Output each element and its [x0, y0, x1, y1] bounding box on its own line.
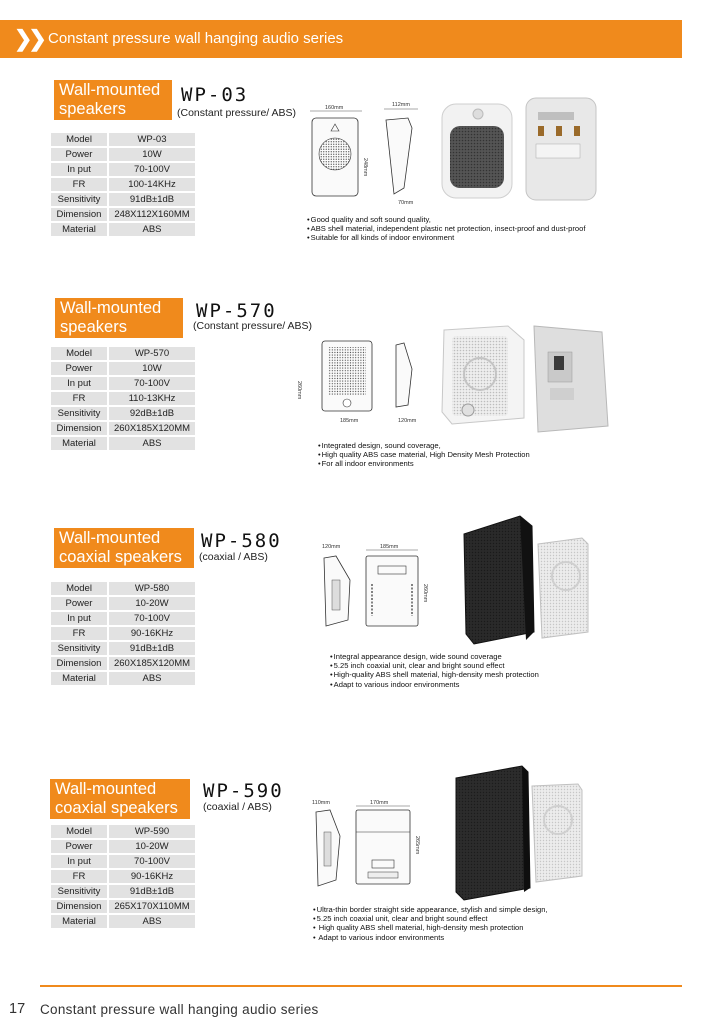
spec-label: In put [51, 377, 107, 390]
spec-value: 90-16KHz [107, 870, 195, 883]
dimension-drawing [316, 540, 436, 636]
model-name: WP-03 [181, 84, 249, 106]
model-subtitle: (Constant pressure/ ABS) [193, 320, 313, 332]
model-subtitle: (coaxial / ABS) [199, 551, 268, 563]
spec-label: Dimension [51, 900, 107, 913]
spec-row [51, 612, 195, 625]
double-chevron-icon: ❯❯ [14, 26, 43, 51]
spec-row [51, 597, 195, 610]
spec-row [51, 422, 195, 435]
spec-value: 248X112X160MM [107, 208, 195, 221]
spec-value: 90-16KHz [107, 627, 195, 640]
spec-label: Model [51, 133, 107, 146]
spec-label: Material [51, 915, 107, 928]
spec-table [51, 131, 195, 238]
model-name: WP-570 [196, 300, 277, 322]
spec-value: 70-100V [107, 855, 195, 868]
spec-label: Model [51, 582, 107, 595]
spec-label: Material [51, 672, 107, 685]
spec-label: Material [51, 223, 107, 236]
spec-label: FR [51, 870, 107, 883]
spec-row [51, 208, 195, 221]
dim-height: 248mm [362, 158, 368, 177]
spec-label: FR [51, 392, 107, 405]
spec-value: 91dB±1dB [107, 642, 195, 655]
spec-value: 260X185X120MM [107, 657, 195, 670]
dim-height: 260mm [296, 381, 302, 400]
header-title: Constant pressure wall hanging audio series [48, 30, 344, 47]
spec-row [51, 627, 195, 640]
dim-depth: 110mm [312, 800, 330, 806]
dim-width: 185mm [380, 544, 399, 550]
dimension-drawing [300, 98, 430, 210]
spec-label: Dimension [51, 422, 107, 435]
product-photo-pair [446, 764, 586, 904]
model-name: WP-590 [203, 780, 284, 802]
spec-label: Material [51, 437, 107, 450]
product-tag: Wall-mounted coaxial speakers [54, 528, 194, 568]
dim-height: 265mm [414, 836, 420, 855]
spec-value: WP-03 [107, 133, 195, 146]
spec-label: Dimension [51, 208, 107, 221]
spec-label: In put [51, 163, 107, 176]
spec-row [51, 885, 195, 898]
feature-list: • Ultra-thin border straight side appearance, stylish and simple design, • 5.25 inch coaxial unit, clear and bright sound effect • High quality ABS shell material, high-density mesh protection • Adapt to various indoor environments [313, 905, 548, 942]
product-tag: Wall-mounted speakers [55, 298, 183, 338]
spec-value: WP-570 [107, 347, 195, 360]
spec-label: Sensitivity [51, 193, 107, 206]
spec-label: Power [51, 148, 107, 161]
spec-value: ABS [107, 437, 195, 450]
spec-value: ABS [107, 672, 195, 685]
model-name: WP-580 [201, 530, 282, 552]
spec-row [51, 392, 195, 405]
spec-label: Power [51, 840, 107, 853]
spec-label: Dimension [51, 657, 107, 670]
spec-row [51, 672, 195, 685]
spec-row [51, 437, 195, 450]
spec-row [51, 347, 195, 360]
spec-row [51, 870, 195, 883]
spec-value: 10-20W [107, 597, 195, 610]
spec-label: In put [51, 855, 107, 868]
spec-row [51, 148, 195, 161]
dimension-drawing [292, 333, 434, 425]
dimension-drawing [306, 796, 426, 892]
spec-value: 92dB±1dB [107, 407, 195, 420]
dim-width: 170mm [370, 800, 389, 806]
spec-value: 10W [107, 362, 195, 375]
spec-value: 70-100V [107, 612, 195, 625]
dim-depth: 120mm [398, 418, 417, 424]
footer-divider [40, 985, 682, 987]
feature-list: • Integral appearance design, wide sound coverage • 5.25 inch coaxial unit, clear and bright sound effect • High-quality ABS shell material, high-density mesh protection • Adapt to various indoor environments [330, 652, 539, 689]
spec-row [51, 133, 195, 146]
spec-label: Sensitivity [51, 407, 107, 420]
spec-label: Sensitivity [51, 642, 107, 655]
spec-value: 70-100V [107, 377, 195, 390]
spec-label: Power [51, 597, 107, 610]
feature-list: • Good quality and soft sound quality, • ABS shell material, independent plastic net protection, insect-proof and dust-proof • Suitable for all kinds of indoor environment [307, 215, 585, 243]
spec-label: Power [51, 362, 107, 375]
dim-depth: 120mm [322, 544, 341, 550]
spec-value: WP-580 [107, 582, 195, 595]
product-photo-front [440, 100, 518, 200]
spec-value: 260X185X120MM [107, 422, 195, 435]
spec-row [51, 377, 195, 390]
dim-height: 260mm [422, 584, 428, 603]
spec-value: 265X170X110MM [107, 900, 195, 913]
spec-label: Model [51, 825, 107, 838]
product-photo-back [530, 322, 610, 436]
model-subtitle: (coaxial / ABS) [203, 801, 272, 813]
spec-value: WP-590 [107, 825, 195, 838]
spec-row [51, 178, 195, 191]
dim-base: 70mm [398, 200, 414, 206]
product-photo-pair [462, 512, 592, 648]
spec-label: Sensitivity [51, 885, 107, 898]
spec-row [51, 855, 195, 868]
dim-depth: 112mm [392, 102, 410, 108]
spec-value: ABS [107, 223, 195, 236]
spec-row [51, 840, 195, 853]
spec-row [51, 193, 195, 206]
spec-row [51, 223, 195, 236]
spec-row [51, 362, 195, 375]
model-subtitle: (Constant pressure/ ABS) [177, 107, 297, 119]
spec-value: 91dB±1dB [107, 193, 195, 206]
spec-value: 10-20W [107, 840, 195, 853]
spec-value: 100-14KHz [107, 178, 195, 191]
footer-title: Constant pressure wall hanging audio series [40, 1002, 319, 1017]
spec-row [51, 642, 195, 655]
product-photo-back [524, 96, 600, 202]
product-tag: Wall-mounted coaxial speakers [50, 779, 190, 819]
spec-value: 10W [107, 148, 195, 161]
spec-value: 110-13KHz [107, 392, 195, 405]
spec-label: FR [51, 178, 107, 191]
spec-row [51, 900, 195, 913]
spec-value: 70-100V [107, 163, 195, 176]
spec-row [51, 582, 195, 595]
feature-list: • Integrated design, sound coverage, • High quality ABS case material, High Density Mesh Protection • For all indoor environments [318, 441, 530, 469]
product-tag: Wall-mounted speakers [54, 80, 172, 120]
dim-width: 185mm [340, 418, 359, 424]
spec-table [51, 823, 195, 930]
spec-row [51, 915, 195, 928]
spec-table [51, 580, 195, 687]
product-photo-front [438, 322, 528, 426]
spec-row [51, 825, 195, 838]
header-bar [0, 20, 682, 58]
page-number: 17 [9, 1001, 26, 1017]
spec-row [51, 163, 195, 176]
spec-table [51, 345, 195, 452]
spec-label: Model [51, 347, 107, 360]
spec-row [51, 657, 195, 670]
spec-row [51, 407, 195, 420]
spec-label: In put [51, 612, 107, 625]
spec-value: ABS [107, 915, 195, 928]
dim-width: 160mm [325, 105, 344, 111]
spec-value: 91dB±1dB [107, 885, 195, 898]
spec-label: FR [51, 627, 107, 640]
